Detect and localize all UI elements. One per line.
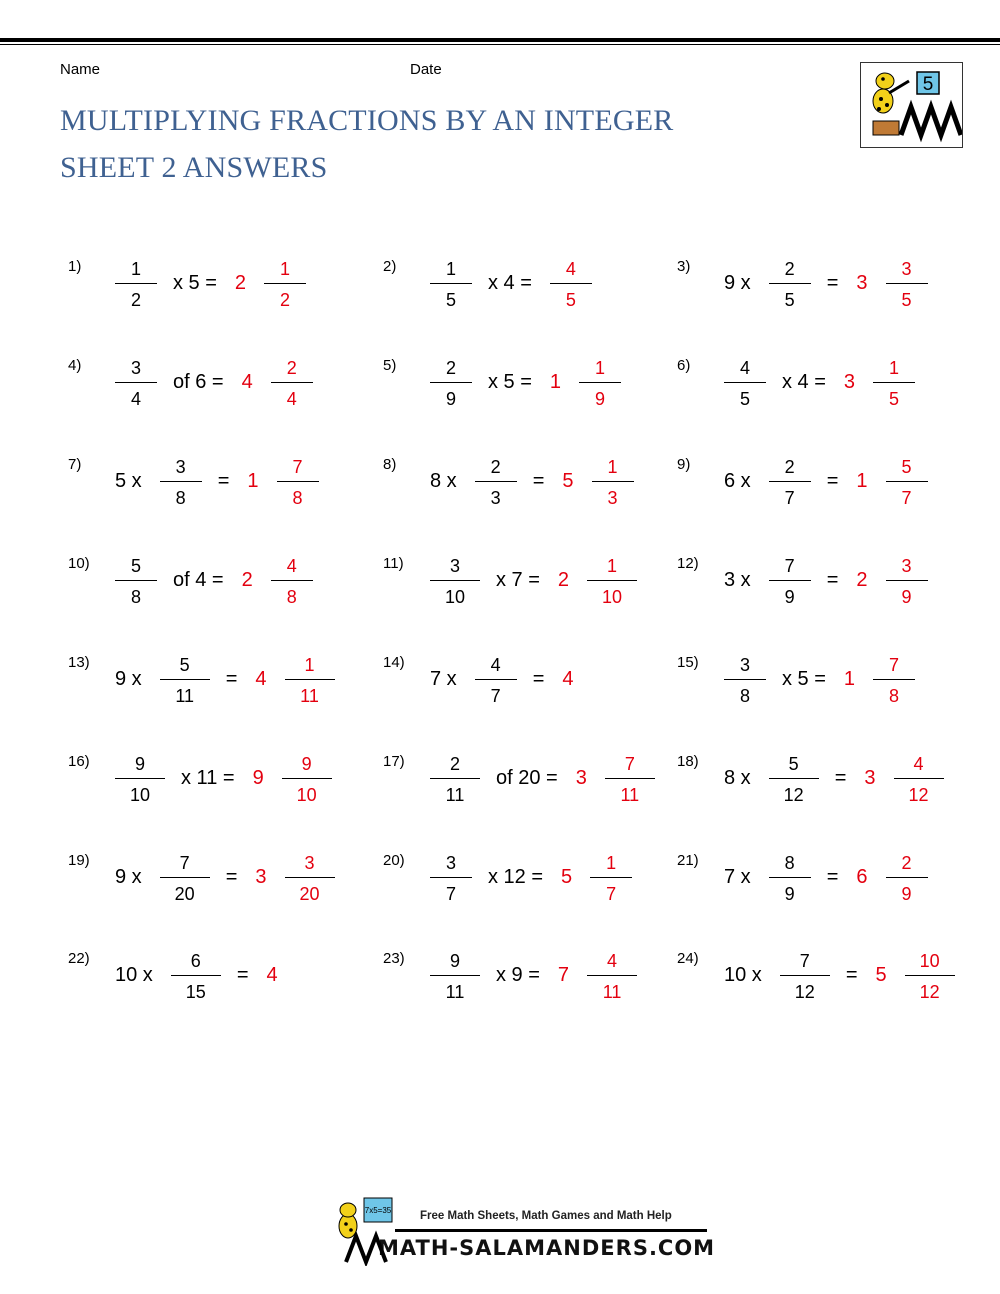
fraction-bar	[769, 481, 811, 482]
expression-text: =	[845, 964, 858, 986]
problem-number: 22)	[68, 950, 90, 967]
expression-text: x 11 =	[181, 767, 235, 789]
fraction-bar	[587, 580, 637, 581]
fraction-bar	[769, 580, 811, 581]
numerator: 1	[607, 556, 618, 576]
fraction-bar	[550, 283, 592, 284]
answer-whole: 2	[234, 272, 247, 294]
expression-text: x 5 =	[782, 668, 826, 690]
fraction-bar	[160, 877, 210, 878]
denominator: 10	[444, 587, 466, 607]
grade-logo	[860, 62, 963, 148]
numerator: 10	[919, 951, 940, 971]
fraction-bar	[430, 778, 480, 779]
problem-number: 10)	[68, 555, 90, 572]
denominator: 11	[300, 686, 319, 706]
denominator: 9	[595, 389, 606, 409]
problem-number: 19)	[68, 852, 90, 869]
numerator: 1	[607, 457, 618, 477]
answer-whole: 1	[549, 371, 562, 393]
fraction-bar	[430, 877, 472, 878]
problem-number: 20)	[383, 852, 405, 869]
fraction-bar	[285, 877, 335, 878]
date-label: Date	[410, 61, 442, 78]
denominator: 5	[739, 389, 750, 409]
expression-text: =	[532, 470, 545, 492]
answer-whole: 3	[255, 866, 267, 888]
denominator: 11	[602, 982, 622, 1002]
fraction-bar	[873, 382, 915, 383]
numerator: 2	[784, 457, 795, 477]
expression-text: x 4 =	[488, 272, 532, 294]
expression-text: 9 x	[724, 272, 751, 294]
fraction-bar	[905, 975, 955, 976]
answer-whole: 9	[252, 767, 264, 789]
problem-number: 8)	[383, 456, 397, 473]
numerator: 7	[889, 655, 900, 675]
fraction-bar	[271, 382, 313, 383]
answer-whole: 3	[575, 767, 587, 789]
denominator: 10	[602, 587, 623, 607]
fraction-bar	[271, 580, 313, 581]
denominator: 9	[784, 587, 795, 607]
expression-text: 3 x	[724, 569, 751, 591]
denominator: 7	[490, 686, 501, 706]
expression-text: =	[225, 668, 238, 690]
fraction-bar	[115, 283, 157, 284]
fraction-bar	[264, 283, 306, 284]
numerator: 7	[624, 754, 635, 774]
fraction-bar	[475, 679, 517, 680]
fraction-bar	[780, 975, 830, 976]
numerator: 1	[889, 358, 900, 378]
problem-number: 18)	[677, 753, 699, 770]
fraction-bar	[769, 877, 811, 878]
denominator: 4	[286, 389, 297, 409]
denominator: 7	[901, 488, 912, 508]
problem-number: 11)	[383, 555, 404, 572]
denominator: 9	[901, 587, 912, 607]
expression-text: 8 x	[430, 470, 457, 492]
denominator: 5	[565, 290, 576, 310]
numerator: 3	[304, 853, 315, 873]
problem-number: 7)	[68, 456, 82, 473]
denominator: 8	[286, 587, 297, 607]
expression-text: x 12 =	[488, 866, 544, 888]
fraction-bar	[587, 975, 637, 976]
denominator: 11	[445, 785, 465, 805]
numerator: 3	[739, 655, 750, 675]
expression-text: 6 x	[724, 470, 751, 492]
expression-text: =	[826, 470, 839, 492]
salamander-footer-icon	[326, 1196, 396, 1266]
answer-whole: 7	[557, 964, 570, 986]
fraction-bar	[430, 382, 472, 383]
denominator: 8	[175, 488, 186, 508]
fraction-bar	[160, 481, 202, 482]
answer-whole: 6	[856, 866, 868, 888]
expression-text: =	[236, 964, 249, 986]
expression-text: 10 x	[115, 964, 153, 986]
numerator: 4	[490, 655, 501, 675]
numerator: 7	[292, 457, 303, 477]
numerator: 9	[134, 754, 145, 774]
fraction-bar	[115, 382, 157, 383]
expression-text: 5 x	[115, 470, 142, 492]
numerator: 4	[565, 259, 576, 279]
fraction-bar	[886, 877, 928, 878]
numerator: 2	[445, 358, 456, 378]
problem-number: 15)	[677, 654, 699, 671]
fraction-bar	[430, 283, 472, 284]
answer-whole: 4	[255, 668, 267, 690]
denominator: 15	[185, 982, 206, 1002]
answer-whole: 2	[241, 569, 253, 591]
numerator: 3	[175, 457, 186, 477]
denominator: 10	[129, 785, 151, 805]
denominator: 9	[901, 884, 912, 904]
expression-text: of 20 =	[496, 767, 558, 789]
numerator: 2	[449, 754, 460, 774]
footer-logo	[326, 1196, 396, 1266]
worksheet-subtitle: SHEET 2 ANSWERS	[60, 151, 328, 184]
answer-whole: 4	[241, 371, 253, 393]
denominator: 8	[739, 686, 750, 706]
top-rule	[0, 38, 1000, 42]
numerator: 1	[280, 259, 291, 279]
expression-text: x 5 =	[488, 371, 532, 393]
numerator: 7	[784, 556, 795, 576]
numerator: 4	[739, 358, 750, 378]
denominator: 8	[889, 686, 900, 706]
problem-number: 1)	[68, 258, 82, 275]
fraction-bar	[605, 778, 655, 779]
denominator: 12	[908, 785, 929, 805]
numerator: 1	[445, 259, 456, 279]
fraction-bar	[475, 481, 517, 482]
denominator: 12	[919, 982, 940, 1002]
fraction-bar	[769, 283, 811, 284]
denominator: 4	[130, 389, 141, 409]
denominator: 11	[620, 785, 640, 805]
denominator: 9	[445, 389, 456, 409]
fraction-bar	[115, 580, 157, 581]
expression-text: x 4 =	[782, 371, 826, 393]
expression-text: 8 x	[724, 767, 751, 789]
fraction-bar	[873, 679, 915, 680]
denominator: 9	[784, 884, 795, 904]
fraction-bar	[430, 580, 480, 581]
fraction-bar	[590, 877, 632, 878]
problem-number: 23)	[383, 950, 405, 967]
answer-whole: 5	[875, 964, 887, 986]
denominator: 12	[794, 982, 815, 1002]
problem-number: 2)	[383, 258, 397, 275]
problem-number: 17)	[383, 753, 405, 770]
expression-text: 10 x	[724, 964, 762, 986]
footer-tagline: Free Math Sheets, Math Games and Math Help	[420, 1210, 672, 1222]
denominator: 20	[174, 884, 195, 904]
expression-text: x 7 =	[496, 569, 540, 591]
fraction-bar	[724, 679, 766, 680]
expression-text: =	[826, 272, 839, 294]
fraction-bar	[285, 679, 335, 680]
denominator: 7	[784, 488, 795, 508]
fraction-bar	[171, 975, 221, 976]
expression-text: =	[217, 470, 230, 492]
denominator: 3	[607, 488, 618, 508]
answer-whole: 3	[864, 767, 876, 789]
denominator: 10	[296, 785, 317, 805]
numerator: 3	[445, 853, 456, 873]
numerator: 4	[913, 754, 924, 774]
answer-whole: 3	[856, 272, 868, 294]
numerator: 7	[799, 951, 810, 971]
numerator: 5	[788, 754, 799, 774]
denominator: 20	[299, 884, 320, 904]
denominator: 7	[606, 884, 617, 904]
fraction-bar	[769, 778, 819, 779]
expression-text: =	[225, 866, 238, 888]
denominator: 11	[445, 982, 465, 1002]
numerator: 4	[286, 556, 297, 576]
fraction-bar	[579, 382, 621, 383]
denominator: 2	[280, 290, 291, 310]
numerator: 2	[286, 358, 297, 378]
numerator: 5	[901, 457, 912, 477]
numerator: 9	[301, 754, 312, 774]
answer-whole: 3	[843, 371, 856, 393]
numerator: 2	[784, 259, 795, 279]
denominator: 5	[445, 290, 456, 310]
problem-number: 9)	[677, 456, 691, 473]
problem-number: 12)	[677, 555, 699, 572]
numerator: 4	[607, 951, 618, 971]
denominator: 5	[901, 290, 912, 310]
numerator: 2	[901, 853, 912, 873]
numerator: 1	[304, 655, 315, 675]
denominator: 2	[130, 290, 141, 310]
logo-grade: 5	[922, 74, 934, 95]
expression-text: =	[826, 866, 839, 888]
answer-whole: 2	[557, 569, 570, 591]
problem-number: 5)	[383, 357, 397, 374]
denominator: 8	[130, 587, 141, 607]
numerator: 1	[130, 259, 141, 279]
numerator: 2	[490, 457, 501, 477]
denominator: 5	[784, 290, 795, 310]
problem-number: 24)	[677, 950, 699, 967]
problem-number: 13)	[68, 654, 90, 671]
numerator: 5	[179, 655, 190, 675]
expression-text: =	[826, 569, 839, 591]
expression-text: 9 x	[115, 866, 142, 888]
fraction-bar	[282, 778, 332, 779]
expression-text: of 6 =	[173, 371, 224, 393]
footer-logo-text: 7x5=35	[364, 1206, 392, 1215]
fraction-bar	[886, 283, 928, 284]
numerator: 8	[784, 853, 795, 873]
salamander-logo-icon	[861, 63, 962, 147]
expression-text: of 4 =	[173, 569, 224, 591]
numerator: 1	[606, 853, 617, 873]
answer-whole: 4	[266, 964, 278, 986]
fraction-bar	[886, 580, 928, 581]
footer-brand: MATH-SALAMANDERS.COM	[378, 1236, 716, 1260]
numerator: 5	[130, 556, 141, 576]
answer-whole: 1	[856, 470, 868, 492]
expression-text: 7 x	[724, 866, 751, 888]
expression-text: 9 x	[115, 668, 142, 690]
denominator: 5	[889, 389, 900, 409]
numerator: 7	[179, 853, 190, 873]
problem-number: 4)	[68, 357, 82, 374]
expression-text: x 9 =	[496, 964, 540, 986]
problem-number: 21)	[677, 852, 699, 869]
answer-whole: 4	[562, 668, 574, 690]
problem-number: 16)	[68, 753, 90, 770]
fraction-bar	[115, 778, 165, 779]
denominator: 3	[490, 488, 501, 508]
denominator: 12	[783, 785, 804, 805]
fraction-bar	[430, 975, 480, 976]
numerator: 3	[901, 259, 912, 279]
denominator: 7	[445, 884, 456, 904]
fraction-bar	[894, 778, 944, 779]
fraction-bar	[160, 679, 210, 680]
answer-whole: 5	[561, 866, 573, 888]
expression-text: =	[834, 767, 847, 789]
numerator: 3	[130, 358, 141, 378]
denominator: 8	[292, 488, 303, 508]
answer-whole: 5	[562, 470, 574, 492]
numerator: 1	[595, 358, 606, 378]
name-label: Name	[60, 61, 101, 78]
problem-number: 6)	[677, 357, 691, 374]
problem-number: 14)	[383, 654, 405, 671]
fraction-bar	[724, 382, 766, 383]
answer-whole: 1	[247, 470, 259, 492]
numerator: 9	[449, 951, 460, 971]
answer-whole: 2	[856, 569, 868, 591]
denominator: 11	[175, 686, 195, 706]
fraction-bar	[886, 481, 928, 482]
numerator: 6	[190, 951, 201, 971]
worksheet-title: MULTIPLYING FRACTIONS BY AN INTEGER	[60, 104, 674, 137]
fraction-bar	[277, 481, 319, 482]
expression-text: 7 x	[430, 668, 457, 690]
answer-whole: 1	[843, 668, 856, 690]
fraction-bar	[592, 481, 634, 482]
numerator: 3	[901, 556, 912, 576]
numerator: 3	[449, 556, 460, 576]
expression-text: =	[532, 668, 545, 690]
problem-number: 3)	[677, 258, 691, 275]
footer-rule	[395, 1229, 707, 1232]
top-rule-thin	[0, 44, 1000, 45]
expression-text: x 5 =	[173, 272, 217, 294]
